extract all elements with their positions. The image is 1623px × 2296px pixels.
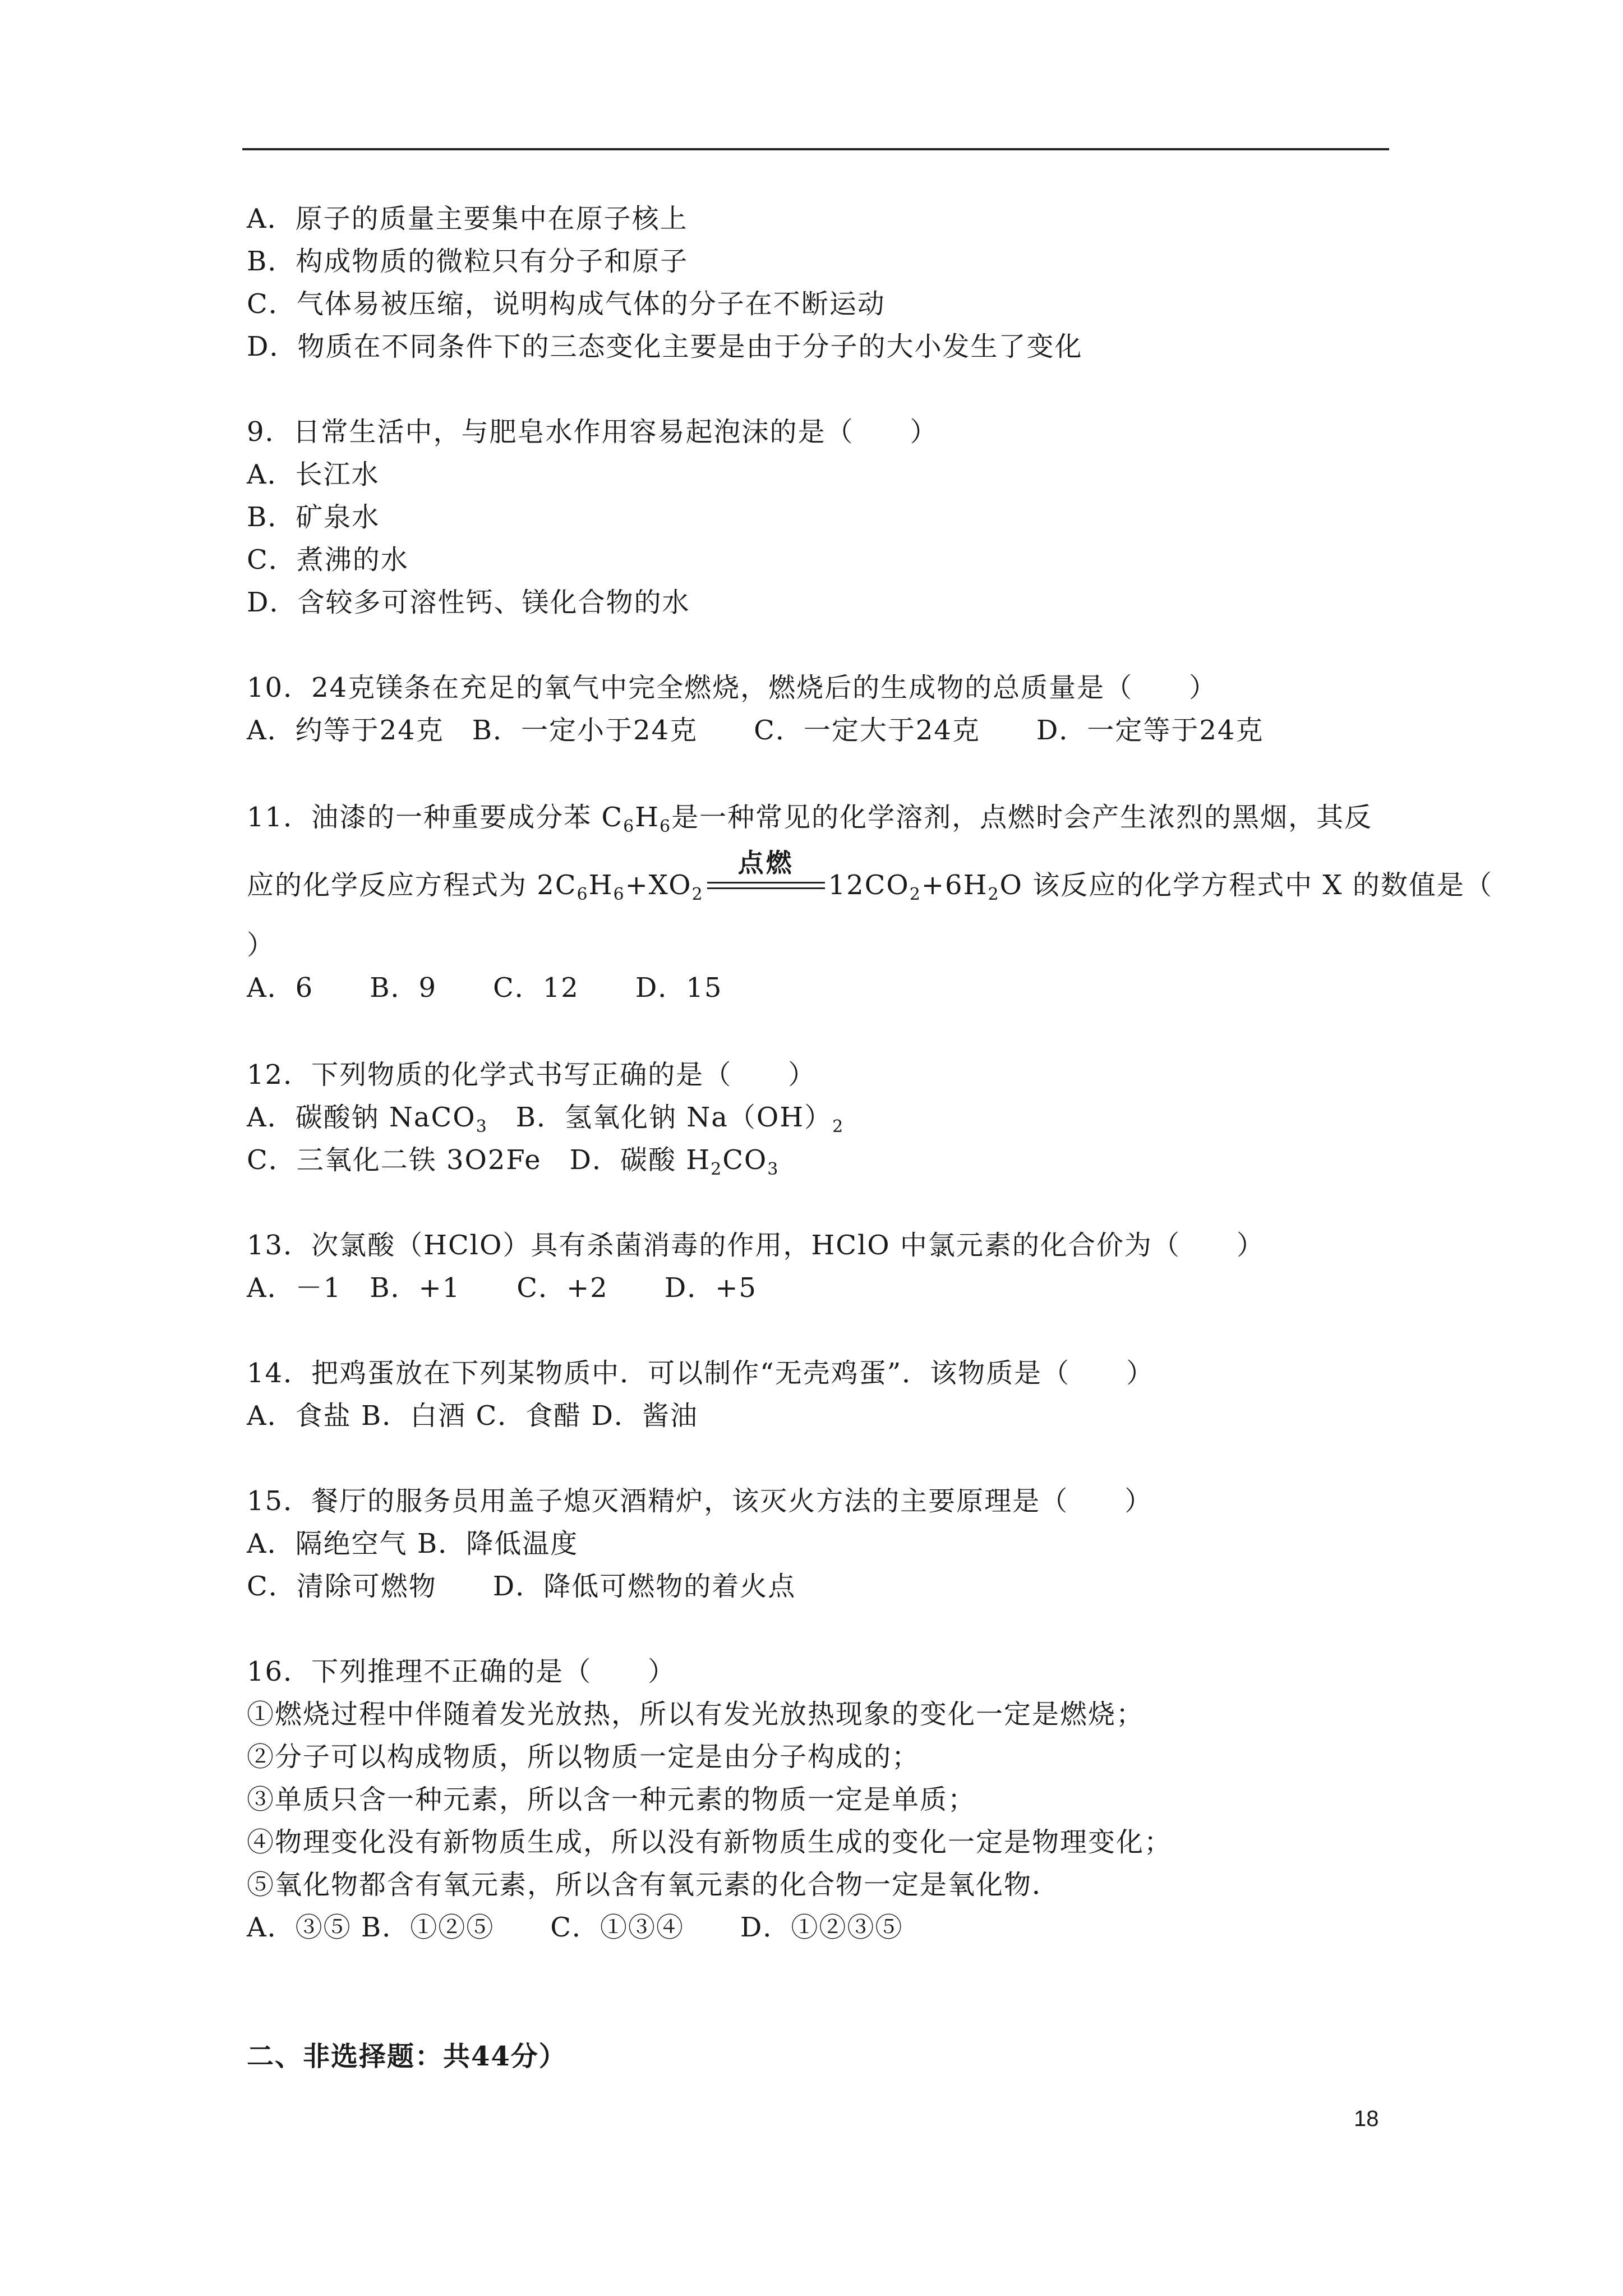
q11-closing-paren: ） bbox=[247, 930, 275, 961]
q16-options: A．③⑤ B．①②⑤ C．①③④ D．①②③⑤ bbox=[247, 1912, 903, 1943]
subscript: 3 bbox=[476, 1117, 488, 1137]
page-number: 18 bbox=[1354, 2106, 1379, 2131]
q16-stem: 16．下列推理不正确的是（ ） bbox=[247, 1656, 676, 1687]
q11-text: +XO bbox=[625, 869, 692, 901]
q12-text: B．氢氧化钠 Na（OH） bbox=[487, 1102, 833, 1133]
q8-option-b: B．构成物质的微粒只有分子和原子 bbox=[247, 246, 689, 277]
q15-options-line1: A．隔绝空气 B．降低温度 bbox=[247, 1528, 579, 1559]
q14-stem: 14．把鸡蛋放在下列某物质中．可以制作“无壳鸡蛋”．该物质是（ ） bbox=[247, 1358, 1155, 1389]
q11-text: 11．油漆的一种重要成分苯 C bbox=[247, 802, 624, 833]
q12-text: A．碳酸钠 NaCO bbox=[247, 1102, 476, 1133]
subscript: 2 bbox=[691, 885, 704, 904]
q10-options: A．约等于24克 B．一定小于24克 C．一定大于24克 D．一定等于24克 bbox=[247, 715, 1264, 746]
q14-options: A．食盐 B．白酒 C．食醋 D．酱油 bbox=[247, 1400, 698, 1432]
q9-option-a: A．长江水 bbox=[247, 459, 380, 490]
q11-text: 是一种常见的化学溶剂，点燃时会产生浓烈的黑烟，其反 bbox=[671, 802, 1373, 833]
subscript: 2 bbox=[832, 1117, 845, 1137]
q12-options-line1 bbox=[247, 1101, 845, 1137]
q12-text: CO bbox=[722, 1144, 768, 1176]
header-rule bbox=[242, 148, 1389, 150]
q12-stem: 12．下列物质的化学式书写正确的是（ ） bbox=[247, 1059, 817, 1091]
q11-text: 应的化学反应方程式为 2C bbox=[247, 869, 577, 901]
q11-text: 12CO bbox=[828, 869, 910, 901]
q15-options-line2: C．清除可燃物 D．降低可燃物的着火点 bbox=[247, 1571, 796, 1602]
subscript: 2 bbox=[988, 885, 1000, 904]
subscript: 3 bbox=[767, 1159, 780, 1179]
q9-option-c: C．煮沸的水 bbox=[247, 544, 409, 576]
q11-text: +6H bbox=[921, 869, 988, 901]
reaction-condition: 点燃 bbox=[737, 847, 794, 878]
subscript: 6 bbox=[623, 817, 635, 836]
q8-option-d: D．物质在不同条件下的三态变化主要是由于分子的大小发生了变化 bbox=[247, 331, 1083, 362]
q16-statement-3: ③单质只含一种元素，所以含一种元素的物质一定是单质； bbox=[247, 1784, 976, 1815]
q16-statement-4: ④物理变化没有新物质生成，所以没有新物质生成的变化一定是物理变化； bbox=[247, 1826, 1173, 1858]
q8-option-c: C．气体易被压缩，说明构成气体的分子在不断运动 bbox=[247, 288, 886, 320]
equals-bar bbox=[707, 882, 825, 884]
q9-option-b: B．矿泉水 bbox=[247, 501, 380, 533]
q16-statement-2: ②分子可以构成物质，所以物质一定是由分子构成的； bbox=[247, 1741, 920, 1773]
subscript: 6 bbox=[613, 885, 625, 904]
subscript: 2 bbox=[711, 1159, 723, 1179]
q11-options: A．6 B．9 C．12 D．15 bbox=[247, 972, 723, 1004]
q9-stem: 9．日常生活中，与肥皂水作用容易起泡沫的是（ ） bbox=[247, 416, 938, 448]
q9-option-d: D．含较多可溶性钙、镁化合物的水 bbox=[247, 587, 690, 618]
q10-stem: 10．24克镁条在充足的氧气中完全燃烧，燃烧后的生成物的总质量是（ ） bbox=[247, 672, 1218, 703]
q11-stem-line1 bbox=[247, 800, 1372, 834]
section-heading: 二、非选择题：共44分） bbox=[247, 2041, 567, 2072]
q11-equation-line bbox=[247, 847, 1493, 904]
q11-text: H bbox=[588, 869, 614, 901]
q12-text: C．三氧化二铁 3O2Fe D．碳酸 H bbox=[247, 1144, 711, 1176]
reaction-arrow bbox=[707, 847, 825, 899]
q8-option-a: A．原子的质量主要集中在原子核上 bbox=[247, 203, 688, 234]
subscript: 6 bbox=[660, 817, 672, 836]
q13-options: A．－1 B．+1 C．+2 D．+5 bbox=[247, 1272, 757, 1304]
q13-stem: 13．次氯酸（HClO）具有杀菌消毒的作用，HClO 中氯元素的化合价为（ ） bbox=[247, 1230, 1265, 1261]
q16-statement-1: ①燃烧过程中伴随着发光放热，所以有发光放热现象的变化一定是燃烧； bbox=[247, 1699, 1145, 1730]
q15-stem: 15．餐厅的服务员用盖子熄灭酒精炉，该灭火方法的主要原理是（ ） bbox=[247, 1485, 1153, 1517]
q16-statement-5: ⑤氧化物都含有氧元素，所以含有氧元素的化合物一定是氧化物． bbox=[247, 1869, 1061, 1901]
subscript: 2 bbox=[909, 885, 921, 904]
subscript: 6 bbox=[577, 885, 589, 904]
equals-bar bbox=[707, 887, 825, 889]
q12-options-line2 bbox=[247, 1143, 779, 1177]
q11-text: H bbox=[635, 802, 660, 833]
q11-text: O 该反应的化学方程式中 X 的数值是（ bbox=[999, 869, 1493, 901]
